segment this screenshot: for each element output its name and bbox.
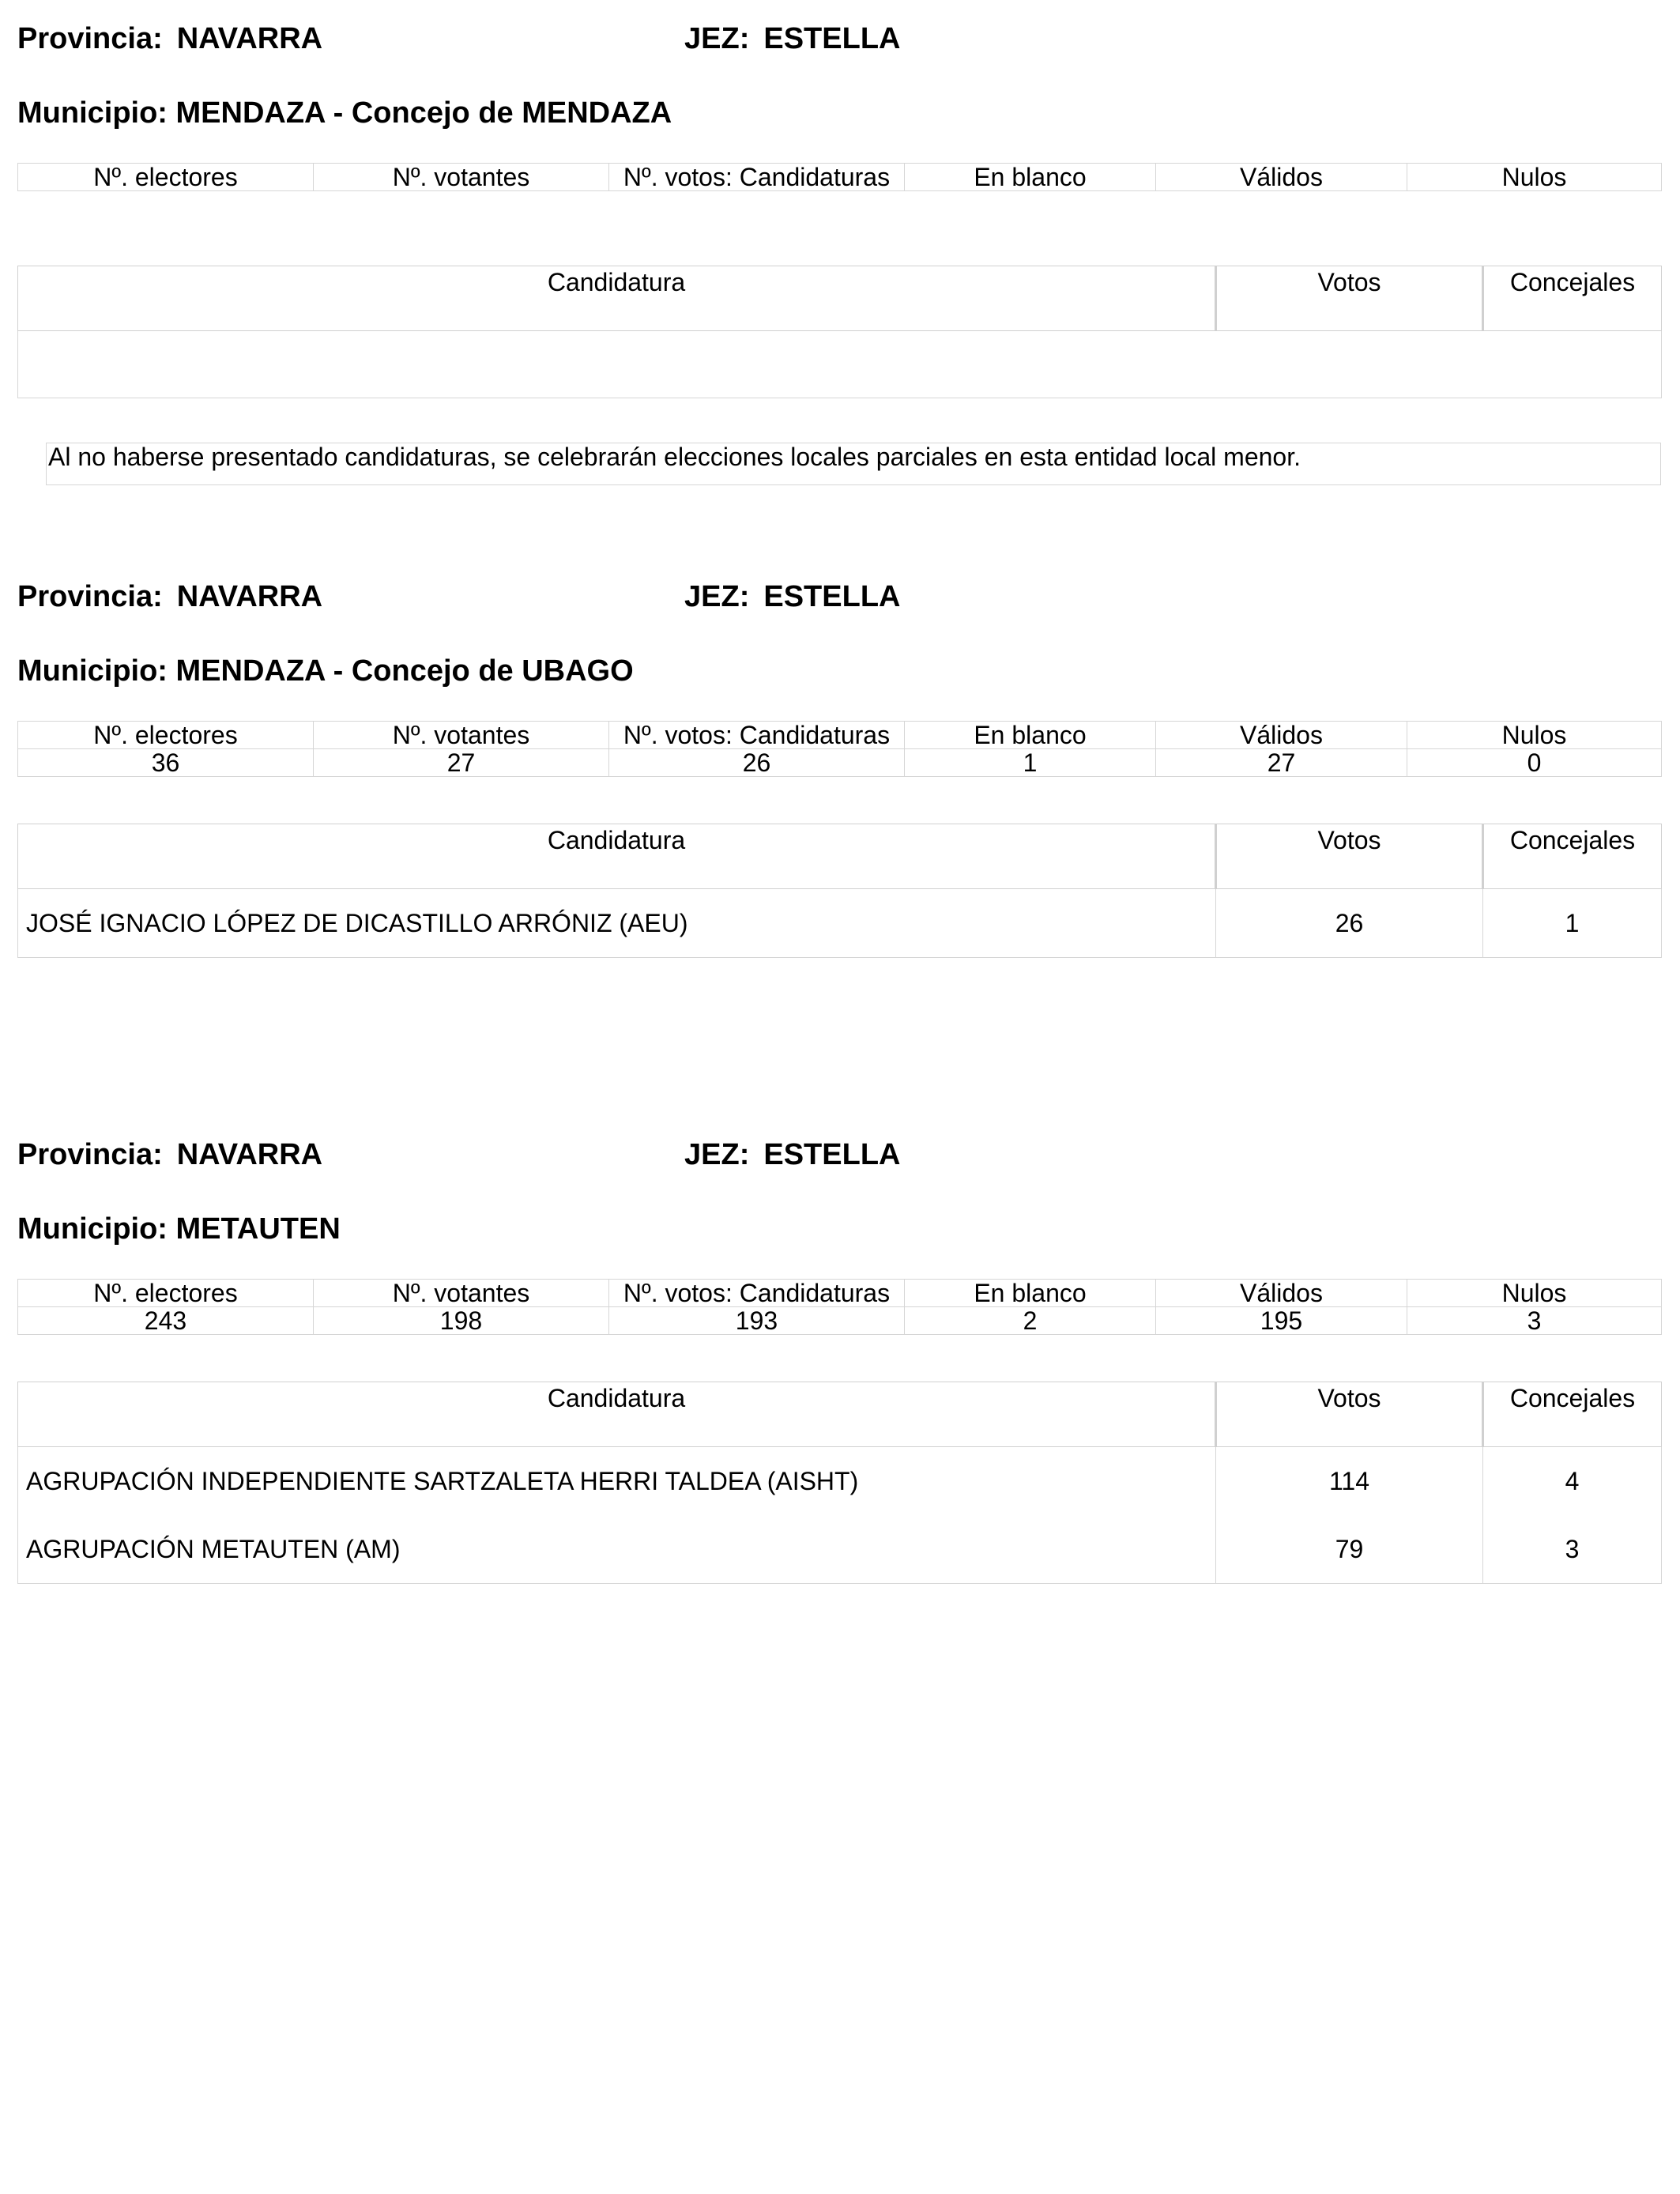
candidates-header-row bbox=[18, 1382, 1662, 1447]
validos-value: 27 bbox=[1156, 749, 1407, 777]
stats-header: Nulos bbox=[1407, 722, 1662, 749]
candidates-table bbox=[17, 1382, 1662, 1584]
candidates-table bbox=[17, 824, 1662, 958]
stats-header: Nº. votos: Candidaturas bbox=[609, 1280, 905, 1307]
nulos-value: 3 bbox=[1407, 1307, 1662, 1335]
no-candidates-note: Al no haberse presentado candidaturas, se celebrarán elecciones locales parciales en esta entidad local menor. bbox=[46, 443, 1661, 485]
stats-header: En blanco bbox=[905, 722, 1156, 749]
jez-label: JEZ: bbox=[684, 22, 750, 55]
provincia-line bbox=[17, 21, 322, 57]
stats-header: Nº. votantes bbox=[314, 722, 609, 749]
jez-value: ESTELLA bbox=[763, 580, 901, 613]
stats-header: En blanco bbox=[905, 1280, 1156, 1307]
votos-header: Votos bbox=[1216, 266, 1483, 331]
candidates-table bbox=[17, 266, 1662, 398]
provincia-label: Provincia: bbox=[17, 1138, 163, 1171]
jez-label: JEZ: bbox=[684, 580, 750, 613]
stats-value-row bbox=[18, 1307, 1662, 1335]
candidate-concejales: 4 bbox=[1483, 1447, 1662, 1516]
votos-header: Votos bbox=[1216, 1382, 1483, 1447]
en-blanco-value: 2 bbox=[905, 1307, 1156, 1335]
stats-header: Nº. votantes bbox=[314, 1280, 609, 1307]
candidate-name: AGRUPACIÓN METAUTEN (AM) bbox=[18, 1515, 1216, 1584]
municipio-title: Municipio: MENDAZA - Concejo de MENDAZA bbox=[17, 96, 672, 130]
stats-header-row bbox=[18, 164, 1662, 191]
stats-value-row bbox=[18, 749, 1662, 777]
jez-line bbox=[684, 1137, 900, 1173]
stats-header: Nº. votos: Candidaturas bbox=[609, 722, 905, 749]
provincia-label: Provincia: bbox=[17, 580, 163, 613]
stats-header: Nº. votos: Candidaturas bbox=[609, 164, 905, 191]
empty-candidates-row bbox=[18, 331, 1662, 398]
candidates-header-row bbox=[18, 266, 1662, 331]
stats-header-row bbox=[18, 722, 1662, 749]
candidate-votos: 79 bbox=[1216, 1515, 1483, 1584]
candidatura-header: Candidatura bbox=[18, 824, 1216, 889]
stats-header: Nº. votantes bbox=[314, 164, 609, 191]
concejales-header: Concejales bbox=[1483, 266, 1662, 331]
stats-header-row bbox=[18, 1280, 1662, 1307]
jez-value: ESTELLA bbox=[763, 22, 901, 55]
provincia-value: NAVARRA bbox=[176, 22, 323, 55]
votos-header: Votos bbox=[1216, 824, 1483, 889]
jez-line bbox=[684, 21, 900, 57]
votos-candidaturas-value: 193 bbox=[609, 1307, 905, 1335]
stats-header: Nº. electores bbox=[18, 1280, 314, 1307]
votantes-value: 27 bbox=[314, 749, 609, 777]
concejales-header: Concejales bbox=[1483, 824, 1662, 889]
provincia-line bbox=[17, 579, 322, 615]
candidates-header-row bbox=[18, 824, 1662, 889]
provincia-value: NAVARRA bbox=[176, 1138, 323, 1171]
candidate-row bbox=[18, 1515, 1662, 1584]
validos-value: 195 bbox=[1156, 1307, 1407, 1335]
candidate-concejales: 1 bbox=[1483, 889, 1662, 958]
candidatura-header: Candidatura bbox=[18, 1382, 1216, 1447]
stats-header: Válidos bbox=[1156, 164, 1407, 191]
electores-value: 243 bbox=[18, 1307, 314, 1335]
candidatura-header: Candidatura bbox=[18, 266, 1216, 331]
empty-cell bbox=[18, 331, 1662, 398]
stats-table bbox=[17, 1279, 1662, 1335]
candidate-row bbox=[18, 889, 1662, 958]
jez-line bbox=[684, 579, 900, 615]
stats-header: Nº. electores bbox=[18, 164, 314, 191]
nulos-value: 0 bbox=[1407, 749, 1662, 777]
stats-table bbox=[17, 721, 1662, 777]
electores-value: 36 bbox=[18, 749, 314, 777]
stats-header: Nulos bbox=[1407, 1280, 1662, 1307]
stats-header: Nº. electores bbox=[18, 722, 314, 749]
stats-header: Válidos bbox=[1156, 722, 1407, 749]
provincia-label: Provincia: bbox=[17, 22, 163, 55]
en-blanco-value: 1 bbox=[905, 749, 1156, 777]
municipio-title: Municipio: METAUTEN bbox=[17, 1212, 341, 1246]
votos-candidaturas-value: 26 bbox=[609, 749, 905, 777]
stats-table bbox=[17, 163, 1662, 191]
votantes-value: 198 bbox=[314, 1307, 609, 1335]
stats-header: Nulos bbox=[1407, 164, 1662, 191]
candidate-name: AGRUPACIÓN INDEPENDIENTE SARTZALETA HERRI TALDEA (AISHT) bbox=[18, 1447, 1216, 1516]
provincia-value: NAVARRA bbox=[176, 580, 323, 613]
stats-header: En blanco bbox=[905, 164, 1156, 191]
stats-header: Válidos bbox=[1156, 1280, 1407, 1307]
jez-label: JEZ: bbox=[684, 1138, 750, 1171]
candidate-votos: 114 bbox=[1216, 1447, 1483, 1516]
concejales-header: Concejales bbox=[1483, 1382, 1662, 1447]
candidate-concejales: 3 bbox=[1483, 1515, 1662, 1584]
jez-value: ESTELLA bbox=[763, 1138, 901, 1171]
candidate-row bbox=[18, 1447, 1662, 1516]
candidate-votos: 26 bbox=[1216, 889, 1483, 958]
municipio-title: Municipio: MENDAZA - Concejo de UBAGO bbox=[17, 654, 634, 688]
provincia-line bbox=[17, 1137, 322, 1173]
candidate-name: JOSÉ IGNACIO LÓPEZ DE DICASTILLO ARRÓNIZ (AEU) bbox=[18, 889, 1216, 958]
